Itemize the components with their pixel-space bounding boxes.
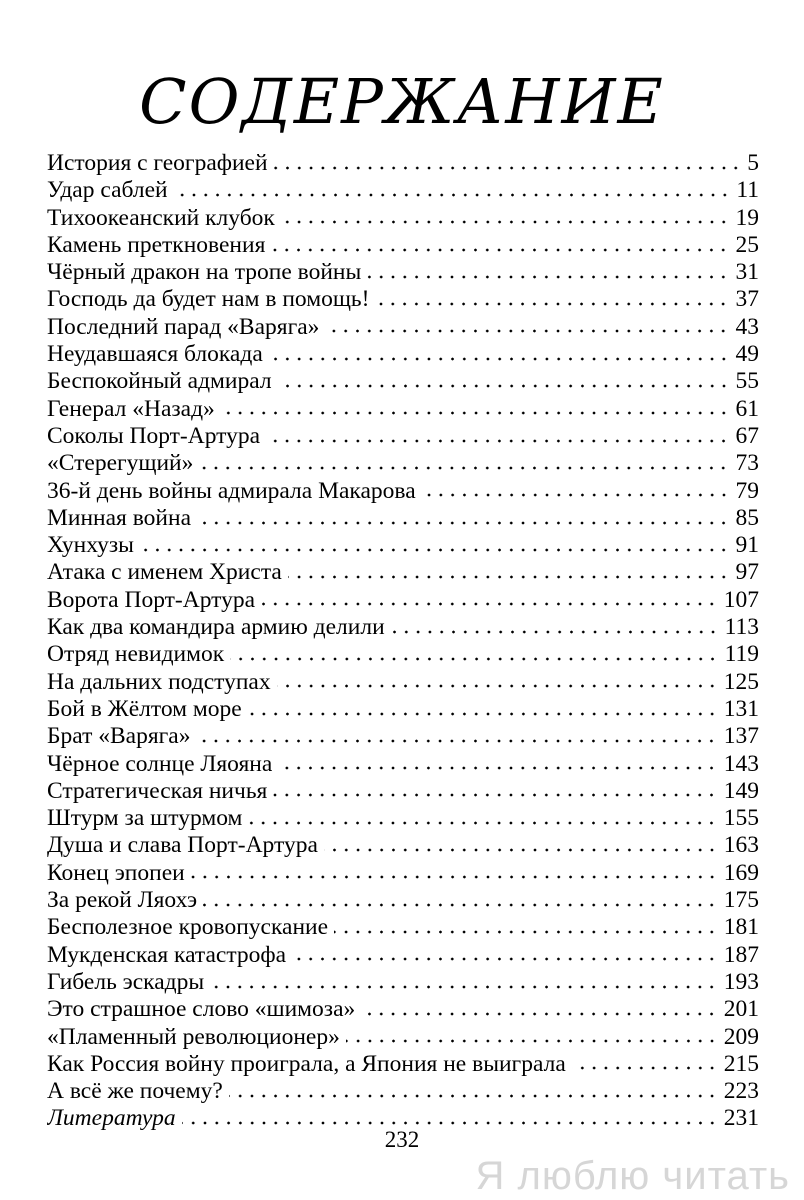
toc-entry-page: 119 <box>724 641 759 668</box>
toc-entry-title: А всё же почему? <box>47 1078 223 1105</box>
toc-entry <box>47 559 759 586</box>
toc-entry-title: Последний парад «Варяга» <box>47 313 320 340</box>
dot-leader <box>367 275 729 279</box>
toc-entry-page: 149 <box>723 777 759 804</box>
dot-leader <box>182 1121 718 1125</box>
toc-entry <box>47 1051 759 1078</box>
toc-entry-title: Бесполезное кровопускание <box>47 914 329 941</box>
toc-entry <box>47 614 759 641</box>
toc-entry <box>47 805 759 832</box>
dot-leader <box>271 248 729 252</box>
dot-leader <box>274 166 742 170</box>
toc-entry-title: За рекой Ляохэ <box>47 887 198 914</box>
toc-entry-page: 91 <box>735 532 759 559</box>
dot-leader <box>281 220 730 224</box>
toc-entry <box>47 205 759 232</box>
toc-entry-page: 61 <box>735 395 759 422</box>
toc-entry-title: Литература <box>47 1105 176 1132</box>
toc-entry-page: 11 <box>736 177 759 204</box>
toc-entry-title: «Стерегущий» <box>47 450 194 477</box>
toc-entry-title: Гибель эскадры <box>47 968 205 995</box>
toc-entry <box>47 532 759 559</box>
toc-entry-title: Это страшное слово «шимоза» <box>47 996 356 1023</box>
page-title: СОДЕРЖАНИЕ <box>139 65 665 138</box>
dot-leader <box>174 193 731 197</box>
toc-entry <box>47 314 759 341</box>
toc-entry <box>47 396 759 423</box>
toc-entry <box>47 505 759 532</box>
toc-entry-page: 55 <box>735 368 759 395</box>
toc-entry-title: Конец эпопеи <box>47 859 185 886</box>
toc-entry-page: 131 <box>723 695 759 722</box>
toc-entry-page: 193 <box>723 968 759 995</box>
dot-leader <box>197 521 729 525</box>
dot-leader <box>391 630 719 634</box>
toc-entry-page: 163 <box>723 832 759 859</box>
toc-entry <box>47 942 759 969</box>
dot-leader <box>191 875 718 879</box>
toc-entry-page: 169 <box>723 859 759 886</box>
dot-leader <box>210 985 718 989</box>
toc-entry-page: 85 <box>735 504 759 531</box>
watermark: Я люблю читать <box>475 1154 790 1198</box>
dot-leader <box>422 493 730 497</box>
toc-entry <box>47 969 759 996</box>
toc-entry-page: 125 <box>723 668 759 695</box>
toc-entry <box>47 860 759 887</box>
dot-leader <box>140 548 730 552</box>
dot-leader <box>278 766 717 770</box>
dot-leader <box>325 329 729 333</box>
toc-entry <box>47 996 759 1023</box>
dot-leader <box>288 575 730 579</box>
toc-entry-title: Беспокойный адмирал <box>47 368 272 395</box>
dot-leader <box>361 1012 717 1016</box>
dot-leader <box>203 903 718 907</box>
toc-entry-page: 187 <box>723 941 759 968</box>
toc-entry-page: 113 <box>724 614 759 641</box>
toc-entry <box>47 368 759 395</box>
toc-entry-title: Хунхузы <box>47 532 134 559</box>
toc-entry <box>47 259 759 286</box>
toc-entry-page: 19 <box>735 204 759 231</box>
toc-entry-page: 201 <box>723 996 759 1023</box>
toc-entry <box>47 914 759 941</box>
toc-entry-title: Соколы Порт-Артура <box>47 422 261 449</box>
toc-entry-title: Бой в Жёлтом море <box>47 695 242 722</box>
toc-entry-title: Неудавшаяся блокада <box>47 341 263 368</box>
toc-entry <box>47 341 759 368</box>
dot-leader <box>248 821 717 825</box>
toc-entry-page: 107 <box>723 586 759 613</box>
dot-leader <box>292 957 718 961</box>
toc-entry-page: 79 <box>735 477 759 504</box>
dot-leader <box>278 384 730 388</box>
toc-entry-page: 215 <box>723 1050 759 1077</box>
toc-entry <box>47 423 759 450</box>
toc-entry-page: 49 <box>735 341 759 368</box>
toc-entry <box>47 150 759 177</box>
toc-entry-title: Стратегическая ничья <box>47 777 268 804</box>
toc-entry-title: Брат «Варяга» <box>47 723 191 750</box>
dot-leader <box>229 1094 718 1098</box>
dot-leader <box>199 466 729 470</box>
page-number: 232 <box>384 1127 420 1152</box>
toc-entry <box>47 587 759 614</box>
toc-entry <box>47 286 759 313</box>
dot-leader <box>261 602 718 606</box>
toc-entry-page: 73 <box>735 450 759 477</box>
toc-entry-title: Удар саблей <box>47 177 168 204</box>
toc-entry-title: Как Россия войну проиграла, а Япония не выиграла <box>47 1050 566 1077</box>
toc-entry-page: 43 <box>735 313 759 340</box>
toc-entry-title: Отряд невидимок <box>47 641 225 668</box>
dot-leader <box>230 657 718 661</box>
toc-entry <box>47 751 759 778</box>
toc-entry-title: Чёрное солнце Ляояна <box>47 750 273 777</box>
dot-leader <box>375 302 729 306</box>
toc-entry-page: 31 <box>735 259 759 286</box>
toc-entry <box>47 696 759 723</box>
toc-entry <box>47 832 759 859</box>
toc-entry-title: На дальних подступах <box>47 668 271 695</box>
dot-leader <box>269 357 730 361</box>
toc-entry-page: 175 <box>723 887 759 914</box>
table-of-contents <box>47 150 759 1133</box>
toc-entry-title: Тихоокеанский клубок <box>47 204 275 231</box>
toc-entry-title: История с географией <box>47 150 268 176</box>
toc-entry-title: Господь да будет нам в помощь! <box>47 286 370 313</box>
toc-entry-page: 155 <box>723 805 759 832</box>
dot-leader <box>248 712 718 716</box>
dot-leader <box>266 439 729 443</box>
toc-entry <box>47 450 759 477</box>
toc-entry-title: Камень преткновения <box>47 231 266 258</box>
toc-entry <box>47 778 759 805</box>
toc-entry <box>47 232 759 259</box>
toc-entry-title: Атака с именем Христа <box>47 559 282 586</box>
toc-entry <box>47 723 759 750</box>
toc-entry-page: 25 <box>735 231 759 258</box>
toc-entry-page: 181 <box>723 914 759 941</box>
toc-entry <box>47 1024 759 1051</box>
toc-entry-title: «Пламенный революционер» <box>47 1023 340 1050</box>
toc-entry-page: 209 <box>723 1023 759 1050</box>
dot-leader <box>346 1039 718 1043</box>
toc-entry-title: Чёрный дракон на тропе войны <box>47 259 362 286</box>
toc-entry-page: 137 <box>723 723 759 750</box>
toc-entry-title: Мукденская катастрофа <box>47 941 287 968</box>
toc-entry-title: Минная война <box>47 504 192 531</box>
toc-entry-page: 231 <box>723 1105 759 1132</box>
toc-entry-title: Ворота Порт-Артура <box>47 586 256 613</box>
toc-entry <box>47 478 759 505</box>
toc-entry <box>47 177 759 204</box>
dot-leader <box>277 684 718 688</box>
toc-entry <box>47 641 759 668</box>
toc-entry-page: 97 <box>735 559 759 586</box>
dot-leader <box>572 1066 718 1070</box>
toc-entry-title: Как два командира армию делили <box>47 614 385 641</box>
toc-entry-title: Генерал «Назад» <box>47 395 215 422</box>
toc-entry-page: 37 <box>735 286 759 313</box>
toc-entry <box>47 669 759 696</box>
dot-leader <box>334 930 718 934</box>
toc-entry-title: Штурм за штурмом <box>47 805 243 832</box>
dot-leader <box>221 411 730 415</box>
dot-leader <box>324 848 718 852</box>
dot-leader <box>273 793 717 797</box>
toc-entry-page: 223 <box>723 1078 759 1105</box>
toc-entry-page: 67 <box>735 422 759 449</box>
toc-entry-page: 143 <box>723 750 759 777</box>
toc-entry <box>47 887 759 914</box>
toc-entry <box>47 1078 759 1105</box>
toc-entry-title: Душа и слава Порт-Артура <box>47 832 318 859</box>
toc-entry-title: 36-й день войны адмирала Макарова <box>47 477 416 504</box>
dot-leader <box>196 739 717 743</box>
toc-entry-page: 5 <box>747 150 759 176</box>
